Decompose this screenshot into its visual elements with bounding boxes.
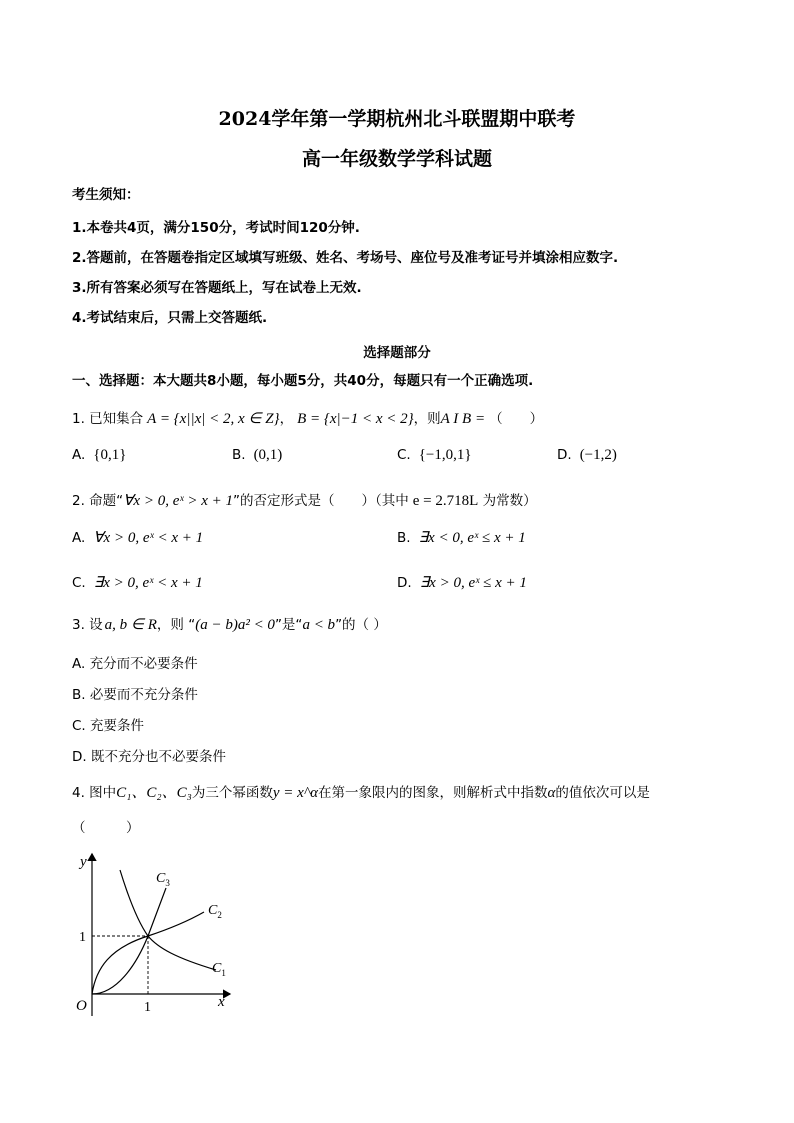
q4-alpha: α <box>547 785 556 801</box>
y-axis-label: y <box>80 854 87 870</box>
q1-set-a: A = {x||x| < 2, x ∈ Z} <box>147 411 280 427</box>
notice-heading: 考生须知： <box>72 187 140 203</box>
power-function-graph <box>66 848 236 1020</box>
q2-option-c-label: C. <box>72 575 86 591</box>
q2-option-a-value: ∀x > 0, eˣ < x + 1 <box>93 530 204 546</box>
q4-curves: C₁、C₂、C₃ <box>116 785 192 801</box>
q1-option-a-value: {0,1} <box>93 447 127 463</box>
q1-ask-prefix: ，则 <box>413 411 441 427</box>
q2-option-b <box>397 528 526 547</box>
q1-set-b: B = {x|−1 < x < 2} <box>297 411 414 427</box>
q2-option-c <box>72 573 203 592</box>
curve-c2-label: $C_2$ <box>208 903 222 920</box>
curve-c3 <box>92 888 166 994</box>
q3-option-a: A. 充分而不必要条件 <box>72 656 198 672</box>
question-4-stem <box>72 781 650 802</box>
q1-option-d-value: (−1,2) <box>579 447 617 463</box>
q2-proposition: ∀x > 0, eˣ > x + 1 <box>123 493 234 509</box>
q2-option-d-value: ∃x > 0, eˣ ≤ x + 1 <box>419 575 527 591</box>
q2-e-value: e = 2.718L <box>412 493 479 509</box>
curve-c3-label: $C_3$ <box>156 871 170 888</box>
q1-option-a-label: A. <box>72 447 86 463</box>
q1-option-b-label: B. <box>232 447 246 463</box>
q2-option-c-value: ∃x > 0, eˣ < x + 1 <box>93 575 203 591</box>
q2-option-d-label: D. <box>397 575 412 591</box>
notice-item-2: 2.答题前，在答题卷指定区域填写班级、姓名、考场号、座位号及准考证号并填涂相应数字. <box>72 250 619 266</box>
q2-prefix: 2. 命题“ <box>72 493 124 509</box>
notice-item-4: 4.考试结束后，只需上交答题纸. <box>72 310 268 326</box>
q2-mid: ”的否定形式是（ ）（其中 <box>233 493 409 509</box>
q2-end: 为常数） <box>478 493 537 509</box>
q4-end: 的值依次可以是 <box>555 785 650 801</box>
q2-option-d <box>397 573 527 592</box>
q2-option-b-value: ∃x < 0, eˣ ≤ x + 1 <box>418 530 526 546</box>
q1-prefix: 1. 已知集合 <box>72 411 144 427</box>
origin-label: O <box>76 998 87 1014</box>
q4-mid: 为三个幂函数 <box>191 785 273 801</box>
section-instruction: 一、选择题：本大题共8小题，每小题5分，共40分，每题只有一个正确选项. <box>72 373 534 389</box>
x-axis-label: x <box>218 994 225 1010</box>
q1-option-b-value: (0,1) <box>253 447 283 463</box>
q4-mid2: 在第一象限内的图象，则解析式中指数 <box>317 785 548 801</box>
exam-title-line1: 2024学年第一学期杭州北斗联盟期中联考 <box>218 108 576 130</box>
q4-function: y = x^α <box>272 785 318 801</box>
question-1-stem <box>72 407 543 428</box>
question-2-stem <box>72 489 537 510</box>
q1-option-d <box>557 447 617 464</box>
q2-option-b-label: B. <box>397 530 411 546</box>
q1-ask-paren: （ ） <box>489 411 544 427</box>
q3-option-b: B. 必要而不充分条件 <box>72 687 198 703</box>
q3-option-d: D. 既不充分也不必要条件 <box>72 749 226 765</box>
q1-option-c-value: {−1,0,1} <box>418 447 472 463</box>
q4-prefix: 4. 图中 <box>72 785 117 801</box>
q2-option-a <box>72 528 203 547</box>
q1-sep: ， <box>279 411 294 427</box>
q3-end: ”的（ ） <box>335 617 387 633</box>
exam-title-line2: 高一年级数学学科试题 <box>301 148 492 170</box>
q3-mid2: ”是“ <box>274 617 303 633</box>
q3-mid1: ，则 “ <box>156 617 196 633</box>
q3-expr1: (a − b)a² < 0 <box>195 617 275 633</box>
q4-answer-paren: （ ） <box>72 820 140 836</box>
curve-c1-label: $C_1$ <box>212 961 226 978</box>
q3-expr2: a < b <box>302 617 336 633</box>
q3-prefix: 3. 设 <box>72 617 103 633</box>
q1-option-c-label: C. <box>397 447 411 463</box>
q1-option-c <box>397 447 472 464</box>
question-3-stem <box>72 613 387 634</box>
q3-option-c: C. 充要条件 <box>72 718 145 734</box>
q1-option-b <box>232 447 282 464</box>
x-tick-1: 1 <box>144 1000 151 1015</box>
notice-item-3: 3.所有答案必须写在答题纸上，写在试卷上无效. <box>72 280 362 296</box>
notice-item-1: 1.本卷共4页，满分150分，考试时间120分钟. <box>72 220 360 236</box>
y-tick-1: 1 <box>79 930 86 945</box>
q1-ask-expr: A I B = <box>440 411 486 427</box>
section-title: 选择题部分 <box>363 345 431 361</box>
q2-option-a-label: A. <box>72 530 86 546</box>
q3-vars: a, b ∈ R <box>104 617 157 633</box>
q1-option-d-label: D. <box>557 447 572 463</box>
q1-option-a <box>72 447 126 464</box>
